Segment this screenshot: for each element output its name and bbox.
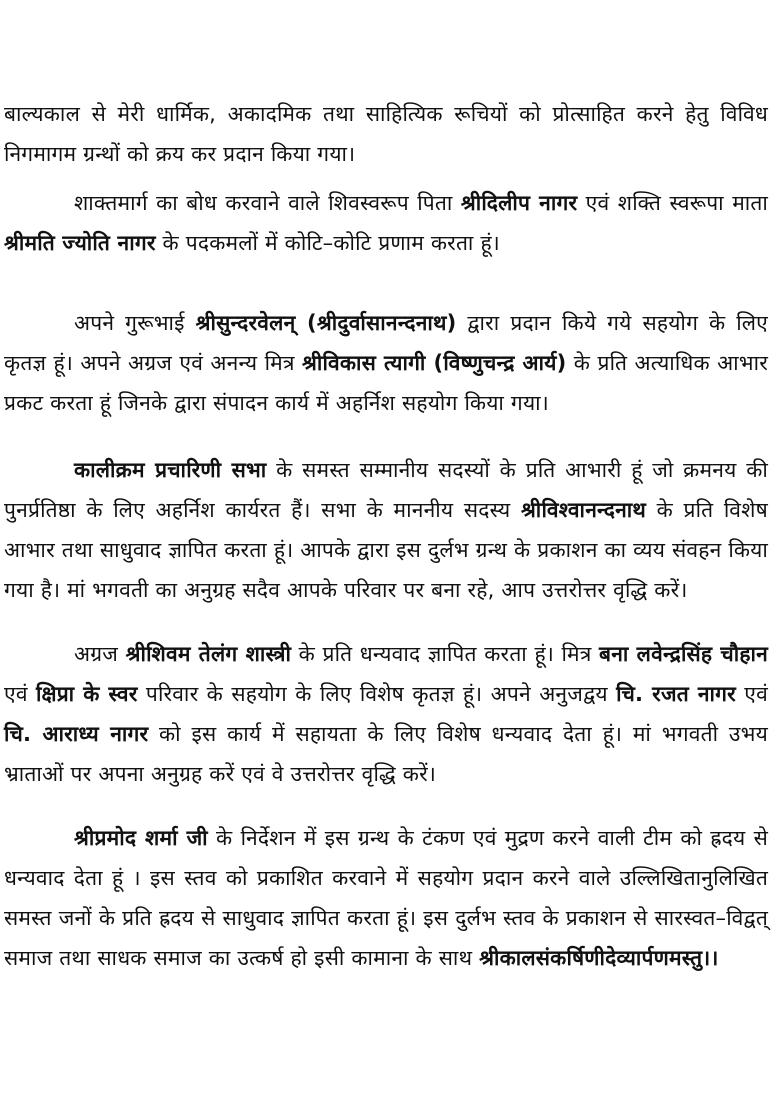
- body-text: के समस्त सम्मानीय सदस्यों के प्रति आभारी हूं जो क्रमनय की पुनर्प्रतिष्ठा के लिए अहर्निश कार्यरत हैं। सभा के माननीय सदस्य: [4, 458, 768, 522]
- body-text: अग्रज: [74, 642, 126, 666]
- body-text: द्वारा प्रदान किये गये सहयोग के लिए कृतज्ञ हूं। अपने अग्रज एवं अनन्य मित्र: [4, 311, 768, 375]
- paragraph-4: [4, 450, 768, 610]
- bold-name-text: चि. आराध्य नागर: [4, 722, 149, 746]
- body-text: के प्रति अत्याधिक आभार प्रकट करता हूं जिनके द्वारा संपादन कार्य में अहर्निश सहयोग किया गया।: [4, 351, 768, 415]
- paragraph-3: [4, 303, 768, 423]
- paragraph-5: [4, 634, 768, 794]
- bold-name-text: चि. रजत नागर: [616, 682, 736, 706]
- body-text: अपने गुरूभाई: [74, 311, 196, 335]
- paragraph-6: [4, 818, 768, 978]
- body-text: के निर्देशन में इस ग्रन्थ के टंकण एवं मुद्रण करने वाली टीम को ह्रदय से धन्यवाद देता हूं । इस स्तव को प्रकाशित करवाने में सहयोग प्रदान करने वाले उल्लिखितानुलिखित समस्त जनों के प्रति ह्रदय से साधुवाद ज्ञापित करता हूं। इस दुर्लभ स्तव के प्रकाशन से सारस्वत–विद्वत् समाज तथा साधक समाज का उत्कर्ष हो इसी कामाना के साथ: [4, 826, 769, 970]
- bold-name-text: श्रीविकास त्यागी (विष्णुचन्द्र आर्य): [302, 351, 567, 375]
- bold-name-text: क्षिप्रा के स्वर: [36, 682, 138, 706]
- body-text: एवं: [4, 682, 37, 706]
- bold-name-text: श्रीकालसंकर्षिणीदेव्यार्पणमस्तु।।: [479, 946, 719, 970]
- body-text: शाक्तमार्ग का बोध करवाने वाले शिवस्वरूप पिता: [74, 191, 461, 215]
- bold-name-text: श्रीदिलीप नागर: [460, 191, 578, 215]
- bold-name-text: श्रीविश्वानन्दनाथ: [520, 498, 647, 522]
- body-text: परिवार के सहयोग के लिए विशेष कृतज्ञ हूं। अपने अनुजद्वय: [137, 682, 617, 706]
- bold-name-text: श्रीशिवम तेलंग शास्त्री: [125, 642, 292, 666]
- paragraph-2: [4, 183, 768, 263]
- body-text: को इस कार्य में सहायता के लिए विशेष धन्यवाद देता हूं। मां भगवती उभय भ्राताओं पर अपना अनुग्रह करें एवं वे उत्तरोत्तर वृद्धि करें।: [4, 722, 768, 786]
- bold-name-text: कालीक्रम प्रचारिणी सभा: [74, 458, 267, 482]
- bold-name-text: बना लवेन्द्रसिंह चौहान: [599, 642, 768, 666]
- body-text: के पदकमलों में कोटि–कोटि प्रणाम करता हूं।: [155, 231, 500, 255]
- bold-name-text: श्रीमति ज्योति नागर: [4, 231, 156, 255]
- body-text: के प्रति धन्यवाद ज्ञापित करता हूं। मित्र: [291, 642, 600, 666]
- body-text: एवं शक्ति स्वरूपा माता: [577, 191, 768, 215]
- bold-name-text: श्रीसुन्दरवेलन् (श्रीदुर्वासानन्दनाथ): [195, 311, 457, 335]
- bold-name-text: श्रीप्रमोद शर्मा जी: [74, 826, 208, 850]
- body-text: के प्रति विशेष आभार तथा साधुवाद ज्ञापित करता हूं। आपके द्वारा इस दुर्लभ ग्रन्थ के प्रकाशन का व्यय संवहन किया गया है। मां भगवती का अनुग्रह सदैव आपके परिवार पर बना रहे, आप उत्तरोत्तर वृद्धि करें।: [4, 498, 768, 602]
- body-text: एवं: [735, 682, 768, 706]
- body-text: बाल्यकाल से मेरी धार्मिक, अकादमिक तथा साहित्यिक रूचियों को प्रोत्साहित करने हेतु विविध निगमागम ग्रन्थों को क्रय कर प्रदान किया गया।: [4, 102, 768, 166]
- paragraph-1: [4, 94, 768, 174]
